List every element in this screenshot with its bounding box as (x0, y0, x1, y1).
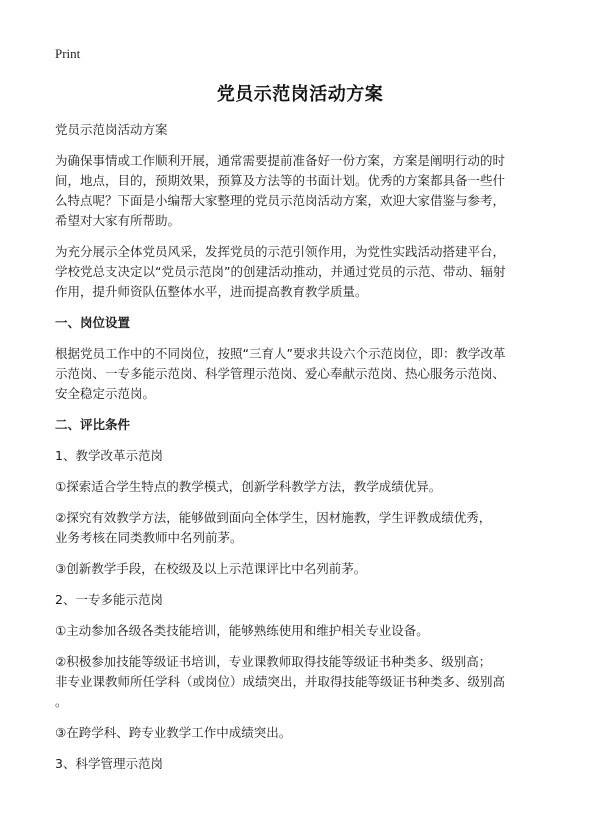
section-heading-positions: 一、岗位设置 (55, 315, 131, 330)
document-body (55, 120, 555, 785)
criteria-item-title: 1、教学改革示范岗 (55, 448, 163, 463)
subtitle: 党员示范岗活动方案 (55, 122, 168, 137)
criteria-point: ③创新教学手段，在校级及以上示范课评比中名列前茅。 (55, 561, 367, 576)
criteria-point: ①探索适合学生特点的教学模式，创新学科教学方法，教学成绩优异。 (55, 479, 442, 494)
criteria-item-title: 2、一专多能示范岗 (55, 592, 163, 607)
page-title: 党员示范岗活动方案 (216, 84, 384, 105)
criteria-point: ①主动参加各级各类技能培训，能够熟练使用和维护相关专业设备。 (55, 623, 429, 638)
intro-paragraph: 为确保事情或工作顺利开展，通常需要提前准备好一份方案，方案是阐明行动的时 间，地点，目的，预期效果，预算及方法等的书面计划。优秀的方案都具备一些什 么特点呢？下面是小编帮大家整理的党员示范岗活动方案，欢迎大家借鉴与参考， 希望对大家有所帮助。 (55, 153, 506, 228)
criteria-item-title: 3、科学管理示范岗 (55, 756, 163, 771)
print-label[interactable]: Print (55, 46, 81, 61)
section-heading-criteria: 二、评比条件 (55, 417, 131, 432)
criteria-point: ②探究有效教学方法，能够做到面向全体学生，因材施教，学生评教成绩优秀， 业务考核在同类教师中名列前茅。 (55, 510, 492, 545)
purpose-paragraph: 为充分展示全体党员风采，发挥党员的示范引领作用，为党性实践活动搭建平台， 学校党总支决定以“党员示范岗”的创建活动推动，并通过党员的示范、带动、辐射 作用，提升师资队伍整体水平，进而提高教育教学质量。 (55, 244, 506, 299)
positions-paragraph: 根据党员工作中的不同岗位，按照“三育人”要求共设六个示范岗位，即：教学改革 示范岗、一专多能示范岗、科学管理示范岗、爱心奉献示范岗、热心服务示范岗、 安全稳定示范岗。 (55, 346, 506, 401)
criteria-point: ②积极参加技能等级证书培训，专业课教师取得技能等级证书种类多、级别高； 非专业课教师所任学科（或岗位）成绩突出，并取得技能等级证书种类多、级别高 。 (55, 654, 506, 709)
criteria-point: ③在跨学科、跨专业教学工作中成绩突出。 (55, 725, 292, 740)
